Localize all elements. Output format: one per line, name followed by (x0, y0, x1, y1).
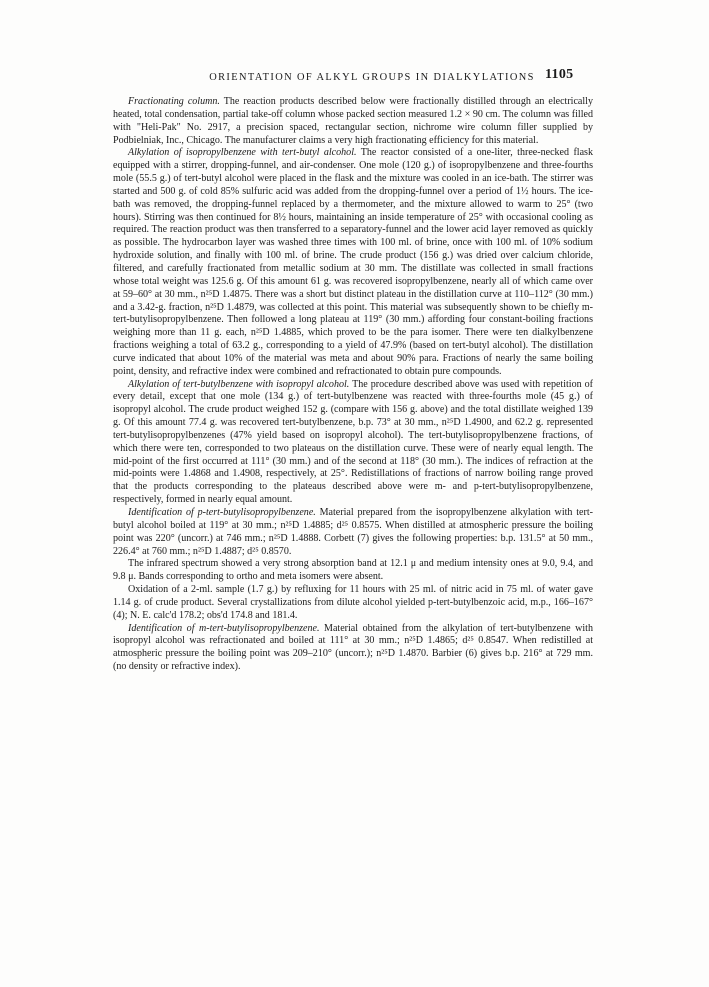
paragraph-identification-meta (113, 623, 593, 674)
paragraph-text: The reaction products described below were fractionally distilled through an electrically heated, total condensation, partial take-off column whose packed section measured 1.2 × 90 cm. The column was filled with "Heli-Pak" No. 2917, a precision spaced, rectangular section, nichrome wire column filler supplied by Podbielniak, Inc., Chicago. The manufacturer claims a very high fractionating efficiency for this material. (113, 96, 593, 146)
paragraph-lead: Alkylation of tert-butylbenzene with isopropyl alcohol. (128, 378, 350, 390)
paragraph-alkylation-isopropylbenzene (113, 147, 593, 378)
paragraph-infrared-spectrum (113, 558, 593, 584)
article-body (113, 96, 593, 674)
paragraph-text: Material prepared from the isopropylbenzene alkylation with tert-butyl alcohol boiled at 119° at 30 mm.; n²⁵D 1.4885; d²⁵ 0.8575. When distilled at atmospheric pressure the boiling point was 220° (uncorr.) at 746 mm.; n²⁵D 1.4888. Corbett (7) gives the following properties: b.p. 131.5° at 50 mm., 226.4° at 760 mm.; n²⁵D 1.4887; d²⁵ 0.8570. (113, 507, 593, 557)
running-header: ORIENTATION OF ALKYL GROUPS IN DIALKYLATIONS (209, 72, 535, 83)
paragraph-text: The procedure described above was used with repetition of every detail, except that one mole (134 g.) of tert-butylbenzene was reacted with three-fourths mole (45 g.) of isopropyl alcohol. The crude product weighed 152 g. (compare with 156 g. above) and the total distillate weighed 139 g. Of this amount 77.4 g. was recovered tert-butylbenzene, b.p. 73° at 30 mm., n²⁵D 1.4900, and 62.2 g. represented tert-butylisopropylbenzenes (47% yield based on isopropyl alcohol). The tert-butylisopropylbenzene fractions, of which there were ten, corresponded to two plateaus on the distillation curve. These were of nearly equal length. The mid-point of the first occurred at 111° (30 mm.) and of the second at 118° (30 mm.). The indices of refraction at the mid-points were 1.4868 and 1.4908, respectively, at 25°. Redistillations of fractions of narrow boiling range proved that the products corresponding to the plateaus described above were m- and p-tert-butylisopropylbenzene, respectively, formed in nearly equal amount. (113, 378, 593, 506)
paragraph-identification-para (113, 507, 593, 558)
paragraph-text: The reactor consisted of a one-liter, three-necked flask equipped with a stirrer, dropping-funnel, and air-condenser. One mole (120 g.) of isopropylbenzene and three-fourths mole (55.5 g.) of tert-butyl alcohol were placed in the flask and the mixture was cooled in an ice-bath. The stirrer was started and 500 g. of cold 85% sulfuric acid was added from the dropping-funnel over a period of 1½ hours. The ice-bath was removed, the dropping-funnel replaced by a thermometer, and the mixture allowed to warm to 25° (two hours). Stirring was then continued for 8½ hours, maintaining an inside temperature of 25° with occasional cooling as required. The reaction product was then transferred to a separatory-funnel and the lower acid layer removed as quickly as possible. The hydrocarbon layer was washed three times with 100 ml. of brine, once with 100 ml. of 10% sodium hydroxide solution, and finally with 100 ml. of brine. The crude product (156 g.) was dried over calcium chloride, filtered, and carefully fractionated from metallic sodium at 30 mm. The distillate was collected in small fractions whose total weight was 125.6 g. Of this amount 61 g. was recovered isopropylbenzene, nearly all of which came over at 59–60° at 30 mm., n²⁵D 1.4875. There was a short but distinct plateau in the distillation curve at 110–112° (30 mm.) and a 3.42-g. fraction, n²⁵D 1.4879, was collected at this point. This material was subsequently shown to be chiefly m-tert-butylisopropylbenzene. Then followed a long plateau at 119° (30 mm.) affording four constant-boiling fractions weighing more than 11 g. each, n²⁵D 1.4885, which proved to be the para isomer. There were ten dialkylbenzene fractions weighing a total of 63.2 g., corresponding to a yield of 47.9% (based on tert-butyl alcohol). The distillation curve indicated that about 10% of the material was meta and about 90% para. Fractions of nearly the same boiling point, density, and refractive index were combined and refractionated to obtain pure compounds. (113, 147, 593, 377)
paragraph-lead: Identification of p-tert-butylisopropylbenzene. (128, 507, 316, 518)
paragraph-lead: Fractionating column. (128, 96, 220, 107)
paragraph-fractionating-column (113, 96, 593, 147)
paragraph-oxidation (113, 584, 593, 623)
page-number: 1105 (545, 67, 574, 82)
paragraph-text: Oxidation of a 2-ml. sample (1.7 g.) by refluxing for 11 hours with 25 ml. of nitric acid in 75 ml. of water gave 1.14 g. of crude product. Several crystallizations from dilute alcohol yielded p-tert-butylbenzoic acid, m.p., 166–167° (4); N. E. calc'd 178.2; obs'd 174.8 and 181.4. (113, 584, 593, 621)
paragraph-lead: Alkylation of isopropylbenzene with tert-butyl alcohol. (128, 147, 357, 159)
paragraph-lead: Identification of m-tert-butylisopropylbenzene. (128, 622, 320, 634)
paragraph-text: Material obtained from the alkylation of tert-butylbenzene with isopropyl alcohol was refractionated and boiled at 111° at 30 mm.; n²⁵D 1.4865; d²⁵ 0.8547. When redistilled at atmospheric pressure the boiling point was 209–210° (uncorr.); n²⁵D 1.4870. Barbier (6) gives b.p. 216° at 729 mm. (no density or refractive index). (113, 622, 593, 673)
paragraph-alkylation-tert-butylbenzene (113, 379, 593, 507)
paragraph-text: The infrared spectrum showed a very strong absorption band at 12.1 μ and medium intensity ones at 9.0, 9.4, and 9.8 μ. Bands corresponding to ortho and meta isomers were absent. (113, 558, 593, 583)
